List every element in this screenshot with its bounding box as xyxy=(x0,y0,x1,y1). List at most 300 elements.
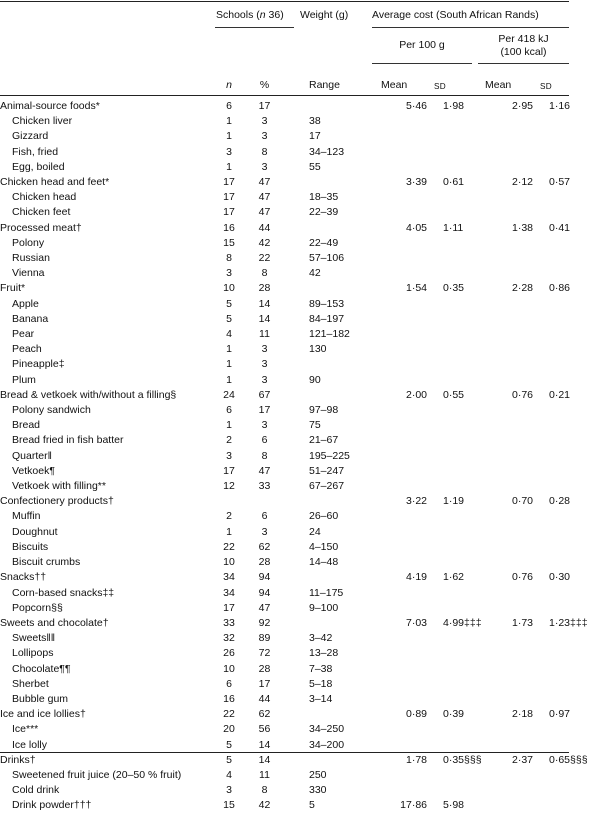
cell-m1 xyxy=(383,449,427,464)
cell-range xyxy=(283,570,383,585)
table-row-item xyxy=(0,449,601,464)
table-row-item xyxy=(0,373,601,388)
cell-m2 xyxy=(493,662,533,677)
cell-range: 3–14 xyxy=(309,692,333,705)
cell-s2 xyxy=(533,509,601,524)
cell-s2 xyxy=(533,205,601,220)
cell-n: 17 xyxy=(223,601,235,614)
cell-pct: 3 xyxy=(261,343,268,356)
cell-m1 xyxy=(383,601,427,616)
cell-m2 xyxy=(493,342,533,357)
table-row-item xyxy=(0,129,601,144)
cell-label: Sweets‖‖ xyxy=(12,632,56,645)
table-row-item xyxy=(0,327,601,342)
cell-label: Chicken head and feet* xyxy=(0,176,110,189)
cell-label: Pineapple‡ xyxy=(12,358,65,371)
cell-m1 xyxy=(383,525,427,540)
table-row-item xyxy=(0,677,601,692)
table-row-item xyxy=(0,525,601,540)
cell-s1 xyxy=(427,722,493,737)
cell-n: 15 xyxy=(223,799,235,812)
cell-range: 57–106 xyxy=(309,252,345,265)
cell-pct: 8 xyxy=(261,267,268,280)
cell-m1 xyxy=(383,251,427,266)
cell-n: 2 xyxy=(226,434,232,447)
cell-n: 10 xyxy=(223,282,235,295)
cell-range: 13–28 xyxy=(309,647,339,660)
cell-label: Fish, fried xyxy=(12,145,59,158)
cell-label: Polony sandwich xyxy=(12,404,91,417)
cell-m1 xyxy=(383,160,427,175)
cell-n: 12 xyxy=(223,480,235,493)
cell-s2 xyxy=(533,236,601,251)
cell-m1: 2·00 xyxy=(405,388,427,401)
cell-pct: 17 xyxy=(258,677,271,690)
cell-s2 xyxy=(533,662,601,677)
cell-s2 xyxy=(533,722,601,737)
cell-m2: 0·76 xyxy=(511,388,533,401)
cell-s2: 0·28 xyxy=(549,495,571,508)
cell-n: 15 xyxy=(223,236,235,249)
cell-m2 xyxy=(493,509,533,524)
cell-m2: 2·28 xyxy=(511,282,533,295)
cell-label: Vienna xyxy=(12,267,45,280)
cell-range: 34–123 xyxy=(309,145,345,158)
cell-m1: 3·22 xyxy=(405,495,427,508)
cell-n: 3 xyxy=(226,145,232,158)
cell-m1 xyxy=(383,662,427,677)
cell-pct: 42 xyxy=(258,799,271,812)
cell-range: 17 xyxy=(309,130,321,143)
cell-s2 xyxy=(533,327,601,342)
cell-pct: 44 xyxy=(258,692,271,705)
table-row-item xyxy=(0,662,601,677)
cell-label: Popcorn§§ xyxy=(12,601,63,614)
cell-s2 xyxy=(533,692,601,707)
cell-range xyxy=(283,281,383,296)
cell-s1 xyxy=(427,631,493,646)
table-row-item xyxy=(0,798,601,813)
cell-label: Lollipops xyxy=(12,647,54,660)
cell-m2: 2·95 xyxy=(511,100,533,112)
cell-s1 xyxy=(427,373,493,388)
cell-s1 xyxy=(427,677,493,692)
cell-range: 130 xyxy=(309,343,327,356)
cell-m2: 0·76 xyxy=(511,571,533,584)
cell-s2 xyxy=(533,768,601,783)
cell-m2 xyxy=(493,418,533,433)
cell-s1 xyxy=(427,312,493,327)
cell-pct: 3 xyxy=(261,115,268,128)
cell-pct: 62 xyxy=(258,540,271,553)
cell-range: 24 xyxy=(309,525,321,538)
cell-range xyxy=(283,707,383,722)
cell-range: 34–250 xyxy=(309,723,345,736)
cell-n: 17 xyxy=(223,176,235,189)
cell-pct: 28 xyxy=(258,282,271,295)
table-row-item xyxy=(0,646,601,661)
cell-label: Biscuits xyxy=(12,540,49,553)
table-row-category xyxy=(0,175,601,190)
cell-s1: 1·98 xyxy=(443,100,465,112)
cell-range xyxy=(283,175,383,190)
cell-range: 42 xyxy=(309,267,321,280)
cell-pct: 33 xyxy=(258,480,271,493)
cell-m1 xyxy=(383,540,427,555)
cell-range xyxy=(283,221,383,236)
cell-s1 xyxy=(427,464,493,479)
cell-m1 xyxy=(383,312,427,327)
cell-s1: 0·55 xyxy=(443,388,465,401)
cell-pct: 3 xyxy=(261,525,268,538)
cell-range: 21–67 xyxy=(309,434,339,447)
cell-s2 xyxy=(533,631,601,646)
cell-n: 10 xyxy=(223,556,235,569)
cell-m2 xyxy=(493,190,533,205)
cell-n: 34 xyxy=(223,571,235,584)
cell-m1: 3·39 xyxy=(405,176,427,189)
cell-m1: 5·46 xyxy=(405,100,427,112)
cell-s1 xyxy=(427,266,493,281)
cell-m2 xyxy=(493,540,533,555)
rule-average-cost xyxy=(372,27,569,28)
cell-m2 xyxy=(493,677,533,692)
cell-m2 xyxy=(493,266,533,281)
cell-m2 xyxy=(493,738,533,753)
table-row-item xyxy=(0,145,601,160)
cell-s1 xyxy=(427,129,493,144)
cell-m2: 1·38 xyxy=(511,221,533,234)
cell-range: 34–200 xyxy=(309,738,345,751)
cell-s2 xyxy=(533,555,601,570)
cell-m2 xyxy=(493,129,533,144)
cell-range: 67–267 xyxy=(309,480,345,493)
cell-s1 xyxy=(427,433,493,448)
cell-n: 3 xyxy=(226,267,232,280)
cell-range: 38 xyxy=(309,115,321,128)
cell-n: 34 xyxy=(223,586,235,599)
cell-n: 1 xyxy=(226,358,232,371)
cell-m1 xyxy=(383,631,427,646)
cell-s2 xyxy=(533,738,601,753)
cell-range: 22–49 xyxy=(309,236,339,249)
cell-n: 1 xyxy=(226,373,232,386)
cell-m1: 1·78 xyxy=(405,753,427,766)
cell-s1: 4·99‡‡‡ xyxy=(443,616,482,629)
cell-m1 xyxy=(383,738,427,753)
rule-per-100g xyxy=(372,63,472,64)
cell-s1 xyxy=(427,525,493,540)
cell-n: 4 xyxy=(226,768,232,781)
header-per-418kj-line1: Per 418 kJ xyxy=(498,33,549,45)
cell-range: 51–247 xyxy=(309,464,345,477)
cell-m1 xyxy=(383,266,427,281)
cell-label: Chicken feet xyxy=(12,206,71,219)
table-row-item xyxy=(0,357,601,372)
table-row-item xyxy=(0,768,601,783)
cell-s1: 5·98 xyxy=(443,799,465,812)
cell-label: Biscuit crumbs xyxy=(12,556,81,569)
cell-range xyxy=(283,388,383,403)
cell-s2 xyxy=(533,251,601,266)
cell-n: 1 xyxy=(226,343,232,356)
table-row-item xyxy=(0,114,601,129)
cell-range: 3–42 xyxy=(309,632,333,645)
cell-label: Snacks†† xyxy=(0,571,47,584)
cell-s1 xyxy=(427,662,493,677)
rule-per-418kj xyxy=(478,63,569,64)
bottom-rule xyxy=(0,752,569,753)
cell-s1 xyxy=(427,479,493,494)
cell-pct xyxy=(246,494,283,509)
cell-pct: 42 xyxy=(258,236,271,249)
cell-pct: 94 xyxy=(258,571,271,584)
cell-m2 xyxy=(493,555,533,570)
cell-label: Vetkoek with filling** xyxy=(12,480,106,493)
cell-pct: 44 xyxy=(258,221,271,234)
cell-s2 xyxy=(533,297,601,312)
cell-m1 xyxy=(383,145,427,160)
cell-m2 xyxy=(493,205,533,220)
header-per-418kj-line2: (100 kcal) xyxy=(500,46,547,58)
cell-n: 5 xyxy=(226,738,232,751)
cell-m1 xyxy=(383,433,427,448)
cell-n: 5 xyxy=(226,312,232,325)
table-row-item xyxy=(0,342,601,357)
cell-m1 xyxy=(383,555,427,570)
cell-n: 17 xyxy=(223,191,235,204)
cell-n: 1 xyxy=(226,115,232,128)
cell-range: 5 xyxy=(309,799,315,812)
cell-m1 xyxy=(383,418,427,433)
cell-range: 55 xyxy=(309,160,321,173)
cell-label: Ice lolly xyxy=(12,738,48,751)
cell-label: Drink powder††† xyxy=(12,799,92,812)
cell-s1 xyxy=(427,738,493,753)
cell-pct: 67 xyxy=(258,388,271,401)
table-row-category xyxy=(0,221,601,236)
cell-label: Ice and ice lollies† xyxy=(0,708,86,721)
cell-s2 xyxy=(533,601,601,616)
header-col-pct: % xyxy=(259,79,270,91)
cell-label: Bread & vetkoek with/without a filling§ xyxy=(0,388,177,401)
cell-s1 xyxy=(427,342,493,357)
cell-pct: 92 xyxy=(258,616,271,629)
cell-s1 xyxy=(427,418,493,433)
cell-range xyxy=(283,616,383,631)
cell-m2 xyxy=(493,160,533,175)
cell-m2: 1·73 xyxy=(511,616,533,629)
cell-m1: 4·05 xyxy=(405,221,427,234)
cell-n: 24 xyxy=(223,388,235,401)
table-row-item xyxy=(0,479,601,494)
cell-s1 xyxy=(427,509,493,524)
cell-n: 6 xyxy=(226,100,232,112)
cell-s1 xyxy=(427,646,493,661)
cell-s1 xyxy=(427,449,493,464)
table-row-item xyxy=(0,555,601,570)
cell-s1 xyxy=(427,236,493,251)
cell-n: 6 xyxy=(226,677,232,690)
cell-range: 9–100 xyxy=(309,601,339,614)
table-row-category xyxy=(0,99,601,114)
cell-s2 xyxy=(533,586,601,601)
cell-label: Muffin xyxy=(12,510,41,523)
cell-s1 xyxy=(427,114,493,129)
table-row-item xyxy=(0,722,601,737)
cell-s2 xyxy=(533,525,601,540)
cell-s2 xyxy=(533,357,601,372)
cell-s2: 0·86 xyxy=(549,282,571,295)
cell-pct: 8 xyxy=(261,449,268,462)
cell-m1 xyxy=(383,297,427,312)
cell-label: Bubble gum xyxy=(12,692,69,705)
cell-pct: 47 xyxy=(258,464,271,477)
cell-n: 16 xyxy=(223,221,235,234)
table-row-item xyxy=(0,631,601,646)
cell-pct: 47 xyxy=(258,191,271,204)
cell-m1: 0·89 xyxy=(405,708,427,721)
cell-label: Gizzard xyxy=(12,130,49,143)
cell-s2 xyxy=(533,373,601,388)
cell-pct: 28 xyxy=(258,662,271,675)
cell-label: Vetkoek¶ xyxy=(12,464,55,477)
cell-n: 5 xyxy=(226,753,232,766)
table-row-category xyxy=(0,616,601,631)
table-row-item xyxy=(0,403,601,418)
cell-m1: 7·03 xyxy=(405,616,427,629)
cell-m1: 1·54 xyxy=(405,282,427,295)
cell-s1: 1·19 xyxy=(443,495,465,508)
cell-m1 xyxy=(383,692,427,707)
cell-pct: 17 xyxy=(258,404,271,417)
cell-m2 xyxy=(493,297,533,312)
cell-s1: 0·39 xyxy=(443,708,465,721)
cell-m1 xyxy=(383,509,427,524)
cell-s2: 0·65§§§ xyxy=(549,753,588,766)
header-col-n: n xyxy=(226,79,232,91)
cell-m2 xyxy=(493,525,533,540)
cell-pct: 14 xyxy=(258,753,271,766)
cell-pct: 3 xyxy=(261,130,268,143)
cell-label: Apple xyxy=(12,297,39,310)
cell-pct: 28 xyxy=(258,556,271,569)
header-average-cost: Average cost (South African Rands) xyxy=(372,9,539,21)
cell-range: 7–38 xyxy=(309,662,333,675)
cell-range: 26–60 xyxy=(309,510,339,523)
cell-label: Chicken head xyxy=(12,191,77,204)
cell-s2 xyxy=(533,540,601,555)
cell-pct: 47 xyxy=(258,176,271,189)
top-rule xyxy=(0,1,569,2)
cell-n: 33 xyxy=(223,616,235,629)
cell-m2: 0·70 xyxy=(511,495,533,508)
cell-s1 xyxy=(427,540,493,555)
cell-range: 22–39 xyxy=(309,206,339,219)
cell-s2 xyxy=(533,646,601,661)
cell-m2 xyxy=(493,646,533,661)
table-row-category xyxy=(0,388,601,403)
cell-s1: 1·62 xyxy=(443,571,465,584)
header-bottom-rule xyxy=(0,95,569,96)
cell-m2 xyxy=(493,464,533,479)
cell-s1 xyxy=(427,297,493,312)
cell-s1 xyxy=(427,403,493,418)
cell-label: Cold drink xyxy=(12,784,60,797)
cell-n: 1 xyxy=(226,130,232,143)
cell-s2: 0·21 xyxy=(549,388,571,401)
cell-n: 17 xyxy=(223,206,235,219)
cell-n xyxy=(212,494,246,509)
cell-n: 16 xyxy=(223,692,235,705)
cell-n: 22 xyxy=(223,708,235,721)
cell-m1 xyxy=(383,327,427,342)
cell-s1 xyxy=(427,601,493,616)
cell-range: 11–175 xyxy=(309,586,344,599)
cell-m1 xyxy=(383,114,427,129)
cell-n: 6 xyxy=(226,404,232,417)
cell-pct: 56 xyxy=(258,723,271,736)
cell-pct: 62 xyxy=(258,708,271,721)
cell-s1: 1·11 xyxy=(443,221,464,234)
cell-range xyxy=(283,753,383,768)
cell-m1 xyxy=(383,342,427,357)
cell-s2: 0·30 xyxy=(549,571,571,584)
cell-s2 xyxy=(533,114,601,129)
cell-label: Polony xyxy=(12,236,45,249)
cell-label: Sweetened fruit juice (20–50 % fruit) xyxy=(12,768,182,781)
cell-pct: 3 xyxy=(261,419,268,432)
cell-pct: 3 xyxy=(261,358,268,371)
cell-n: 8 xyxy=(226,252,232,265)
cell-label: Bread xyxy=(12,419,41,432)
cell-m2 xyxy=(493,601,533,616)
header-col-sd-1: SD xyxy=(434,82,446,91)
cell-m2 xyxy=(493,798,533,813)
cell-label: Confectionery products† xyxy=(0,495,114,508)
cell-m2 xyxy=(493,251,533,266)
cell-m2 xyxy=(493,783,533,798)
cell-s1 xyxy=(427,251,493,266)
table-row-category xyxy=(0,570,601,585)
cell-s1 xyxy=(427,327,493,342)
cell-s2 xyxy=(533,190,601,205)
header-col-range: Range xyxy=(309,79,340,91)
cell-n: 1 xyxy=(226,525,232,538)
cell-s2 xyxy=(533,798,601,813)
table-row-item xyxy=(0,464,601,479)
cell-pct: 6 xyxy=(261,510,268,523)
cell-pct: 3 xyxy=(261,160,268,173)
cell-label: Chicken liver xyxy=(12,115,73,128)
header-weight: Weight (g) xyxy=(300,9,349,21)
table-row-item xyxy=(0,540,601,555)
table-row-item xyxy=(0,783,601,798)
cell-s1 xyxy=(427,768,493,783)
cell-m1 xyxy=(383,205,427,220)
cell-s2 xyxy=(533,449,601,464)
cell-s2 xyxy=(533,145,601,160)
cell-label: Russian xyxy=(12,252,50,265)
cell-s1 xyxy=(427,783,493,798)
cell-s2 xyxy=(533,479,601,494)
cell-m1: 4·19 xyxy=(405,571,427,584)
cell-pct: 6 xyxy=(261,434,268,447)
cell-s2: 1·23‡‡‡ xyxy=(549,616,588,629)
table-row-item xyxy=(0,601,601,616)
cell-label: Corn-based snacks‡‡ xyxy=(12,586,115,599)
cell-m2 xyxy=(493,631,533,646)
